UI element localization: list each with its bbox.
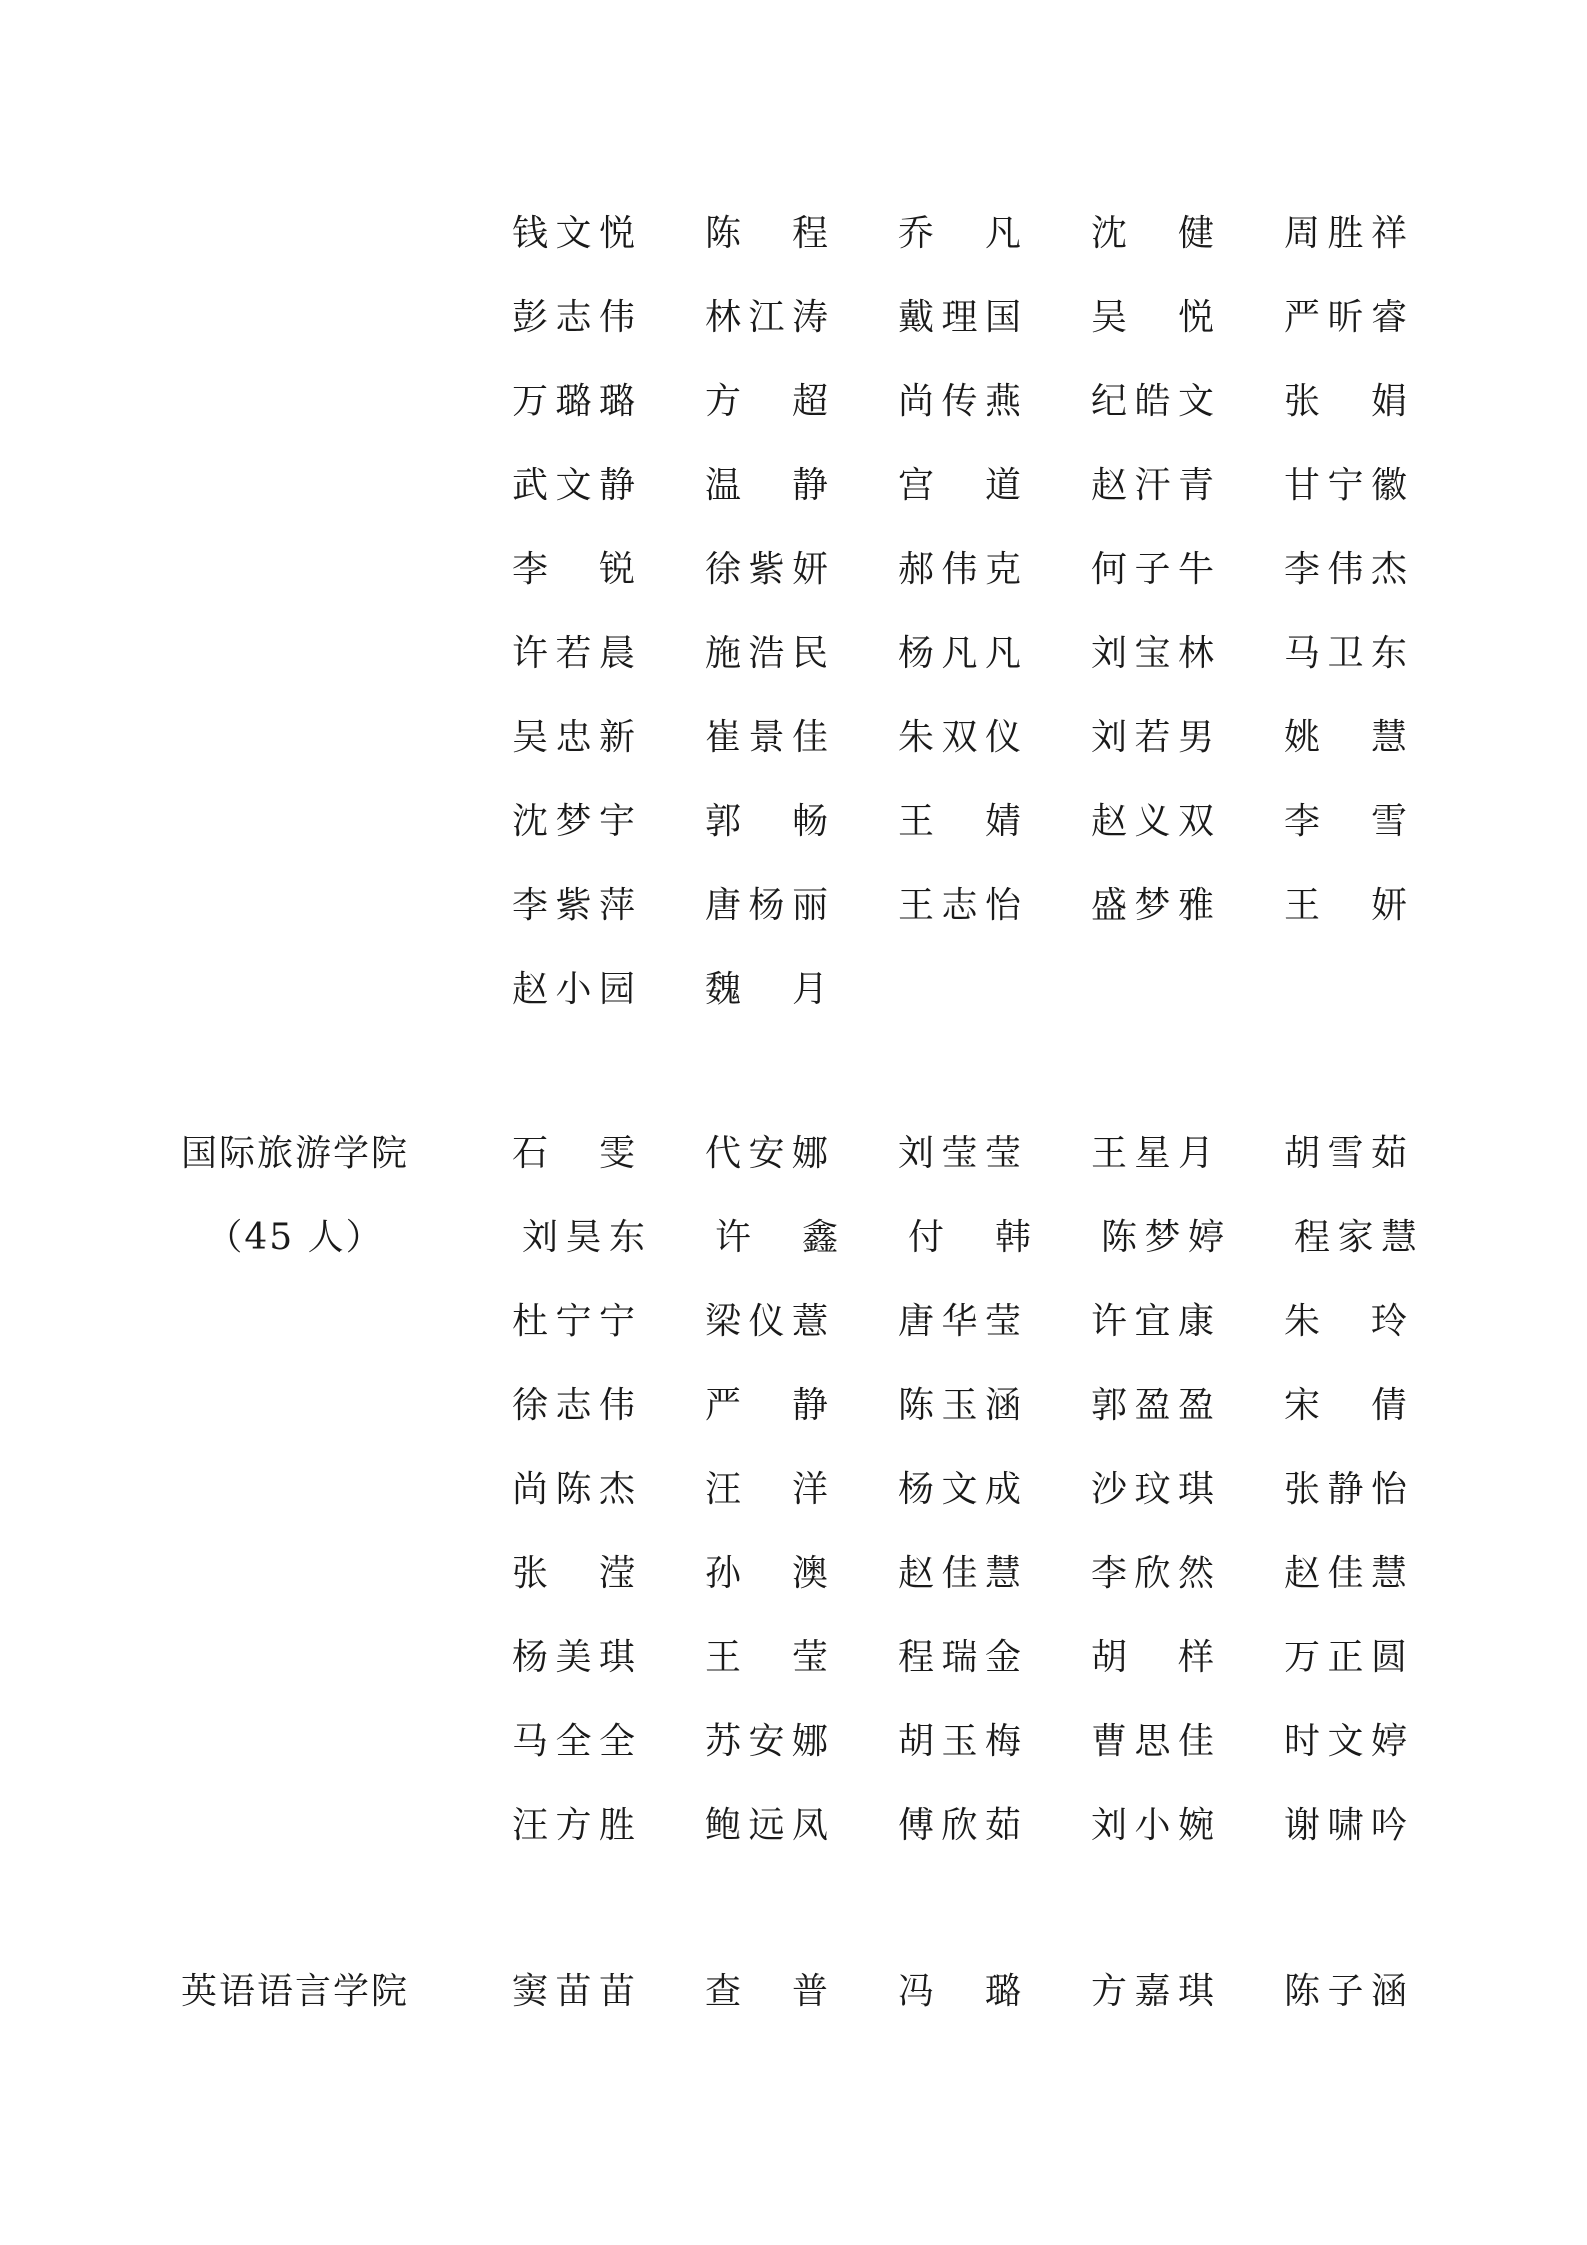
- student-name: 李 紫 萍: [512, 885, 635, 926]
- student-name: 尚 传 燕: [898, 381, 1021, 422]
- student-name: 张 滢: [512, 1553, 635, 1594]
- student-name: 沙 玟 琪: [1091, 1469, 1214, 1510]
- student-name: 姚 慧: [1284, 717, 1407, 758]
- student-name: 代 安 娜: [705, 1133, 828, 1174]
- college-name: 英语语言学院: [180, 1971, 409, 2012]
- student-name: 王 婧: [898, 801, 1021, 842]
- student-name: 吴 悦: [1091, 297, 1214, 338]
- student-name: 李 欣 然: [1091, 1553, 1214, 1594]
- student-name: 徐 紫 妍: [705, 549, 828, 590]
- student-name: 陈 梦 婷: [1101, 1217, 1224, 1258]
- student-name: 甘 宁 徽: [1284, 465, 1407, 506]
- student-name: 唐 华 莹: [898, 1301, 1021, 1342]
- student-name: 何 子 牛: [1091, 549, 1214, 590]
- student-name: 马 卫 东: [1284, 633, 1407, 674]
- student-name: 杨 美 琪: [512, 1637, 635, 1678]
- student-name: 傅 欣 茹: [898, 1805, 1021, 1846]
- student-name: 梁 仪 薏: [705, 1301, 828, 1342]
- student-name: 石 雯: [512, 1133, 635, 1174]
- student-name: 郝 伟 克: [898, 549, 1021, 590]
- student-name: 乔 凡: [898, 213, 1021, 254]
- student-name: 陈 玉 涵: [898, 1385, 1021, 1426]
- college-label: [150, 1950, 440, 2034]
- student-name: 沈 梦 宇: [512, 801, 635, 842]
- student-name: 查 普: [705, 1971, 828, 2012]
- student-name: 许 鑫: [715, 1217, 838, 1258]
- student-name: 严 昕 睿: [1284, 297, 1407, 338]
- student-name: 唐 杨 丽: [705, 885, 828, 926]
- student-name: 程 家 慧: [1294, 1217, 1417, 1258]
- student-name: 王 妍: [1284, 885, 1407, 926]
- student-name: 窦 苗 苗: [512, 1971, 635, 2012]
- student-name: 郭 盈 盈: [1091, 1385, 1214, 1426]
- student-name: 许 若 晨: [512, 633, 635, 674]
- student-name: 时 文 婷: [1284, 1721, 1407, 1762]
- student-name: 杨 凡 凡: [898, 633, 1021, 674]
- student-name: 吴 忠 新: [512, 717, 635, 758]
- college-name: 国际旅游学院: [180, 1133, 409, 1174]
- student-name: 武 文 静: [512, 465, 635, 506]
- student-name: 谢 啸 吟: [1284, 1805, 1407, 1846]
- student-name: 赵 佳 慧: [1284, 1553, 1407, 1594]
- student-name: 鲍 远 凤: [705, 1805, 828, 1846]
- student-name: 崔 景 佳: [705, 717, 828, 758]
- student-name: 林 江 涛: [705, 297, 828, 338]
- student-name: 许 宜 康: [1091, 1301, 1214, 1342]
- student-name: 李 锐: [512, 549, 635, 590]
- student-name: 沈 健: [1091, 213, 1214, 254]
- student-name: 张 娟: [1284, 381, 1407, 422]
- student-name: 宫 道: [898, 465, 1021, 506]
- student-name: 刘 昊 东: [522, 1217, 645, 1258]
- student-name: 彭 志 伟: [512, 297, 635, 338]
- student-name: 王 莹: [705, 1637, 828, 1678]
- student-name: 刘 莹 莹: [898, 1133, 1021, 1174]
- student-name: 马 全 全: [512, 1721, 635, 1762]
- student-name: 方 嘉 琪: [1091, 1971, 1214, 2012]
- student-name: 宋 倩: [1284, 1385, 1407, 1426]
- student-name: 杜 宁 宁: [512, 1301, 635, 1342]
- student-name: 刘 若 男: [1091, 717, 1214, 758]
- student-name: 杨 文 成: [898, 1469, 1021, 1510]
- student-name: 曹 思 佳: [1091, 1721, 1214, 1762]
- college-count: （45 人）: [206, 1217, 384, 1258]
- student-name: 陈 子 涵: [1284, 1971, 1407, 2012]
- student-name: 付 韩: [908, 1217, 1031, 1258]
- student-name: 施 浩 民: [705, 633, 828, 674]
- student-name: 刘 小 婉: [1091, 1805, 1214, 1846]
- student-name: 纪 皓 文: [1091, 381, 1214, 422]
- student-name: 戴 理 国: [898, 297, 1021, 338]
- student-name: 方 超: [705, 381, 828, 422]
- student-name: 魏 月: [705, 969, 828, 1010]
- student-name: 李 雪: [1284, 801, 1407, 842]
- student-name: 朱 玲: [1284, 1301, 1407, 1342]
- student-name: 胡 雪 茹: [1284, 1133, 1407, 1174]
- student-name: 钱 文 悦: [512, 213, 635, 254]
- student-name: 程 瑞 金: [898, 1637, 1021, 1678]
- student-name: 苏 安 娜: [705, 1721, 828, 1762]
- student-name: 万 璐 璐: [512, 381, 635, 422]
- student-name: 严 静: [705, 1385, 828, 1426]
- student-name: 冯 璐: [898, 1971, 1021, 2012]
- student-name: 朱 双 仪: [898, 717, 1021, 758]
- student-name: 赵 佳 慧: [898, 1553, 1021, 1594]
- student-name: 徐 志 伟: [512, 1385, 635, 1426]
- student-name: 孙 澳: [705, 1553, 828, 1594]
- student-name: 尚 陈 杰: [512, 1469, 635, 1510]
- student-name: 张 静 怡: [1284, 1469, 1407, 1510]
- student-name: 胡 玉 梅: [898, 1721, 1021, 1762]
- student-name: 赵 小 园: [512, 969, 635, 1010]
- student-name: 汪 洋: [705, 1469, 828, 1510]
- college-label: [150, 1112, 440, 1280]
- student-name: 周 胜 祥: [1284, 213, 1407, 254]
- student-name: 赵 义 双: [1091, 801, 1214, 842]
- student-name: 陈 程: [705, 213, 828, 254]
- student-name: 王 星 月: [1091, 1133, 1214, 1174]
- student-name: 刘 宝 林: [1091, 633, 1214, 674]
- student-name: 盛 梦 雅: [1091, 885, 1214, 926]
- student-name: 王 志 怡: [898, 885, 1021, 926]
- student-name: 赵 汗 青: [1091, 465, 1214, 506]
- student-name: 万 正 圆: [1284, 1637, 1407, 1678]
- student-name: 胡 样: [1091, 1637, 1214, 1678]
- student-name: 郭 畅: [705, 801, 828, 842]
- student-name: 汪 方 胜: [512, 1805, 635, 1846]
- student-name: 李 伟 杰: [1284, 549, 1407, 590]
- student-name: 温 静: [705, 465, 828, 506]
